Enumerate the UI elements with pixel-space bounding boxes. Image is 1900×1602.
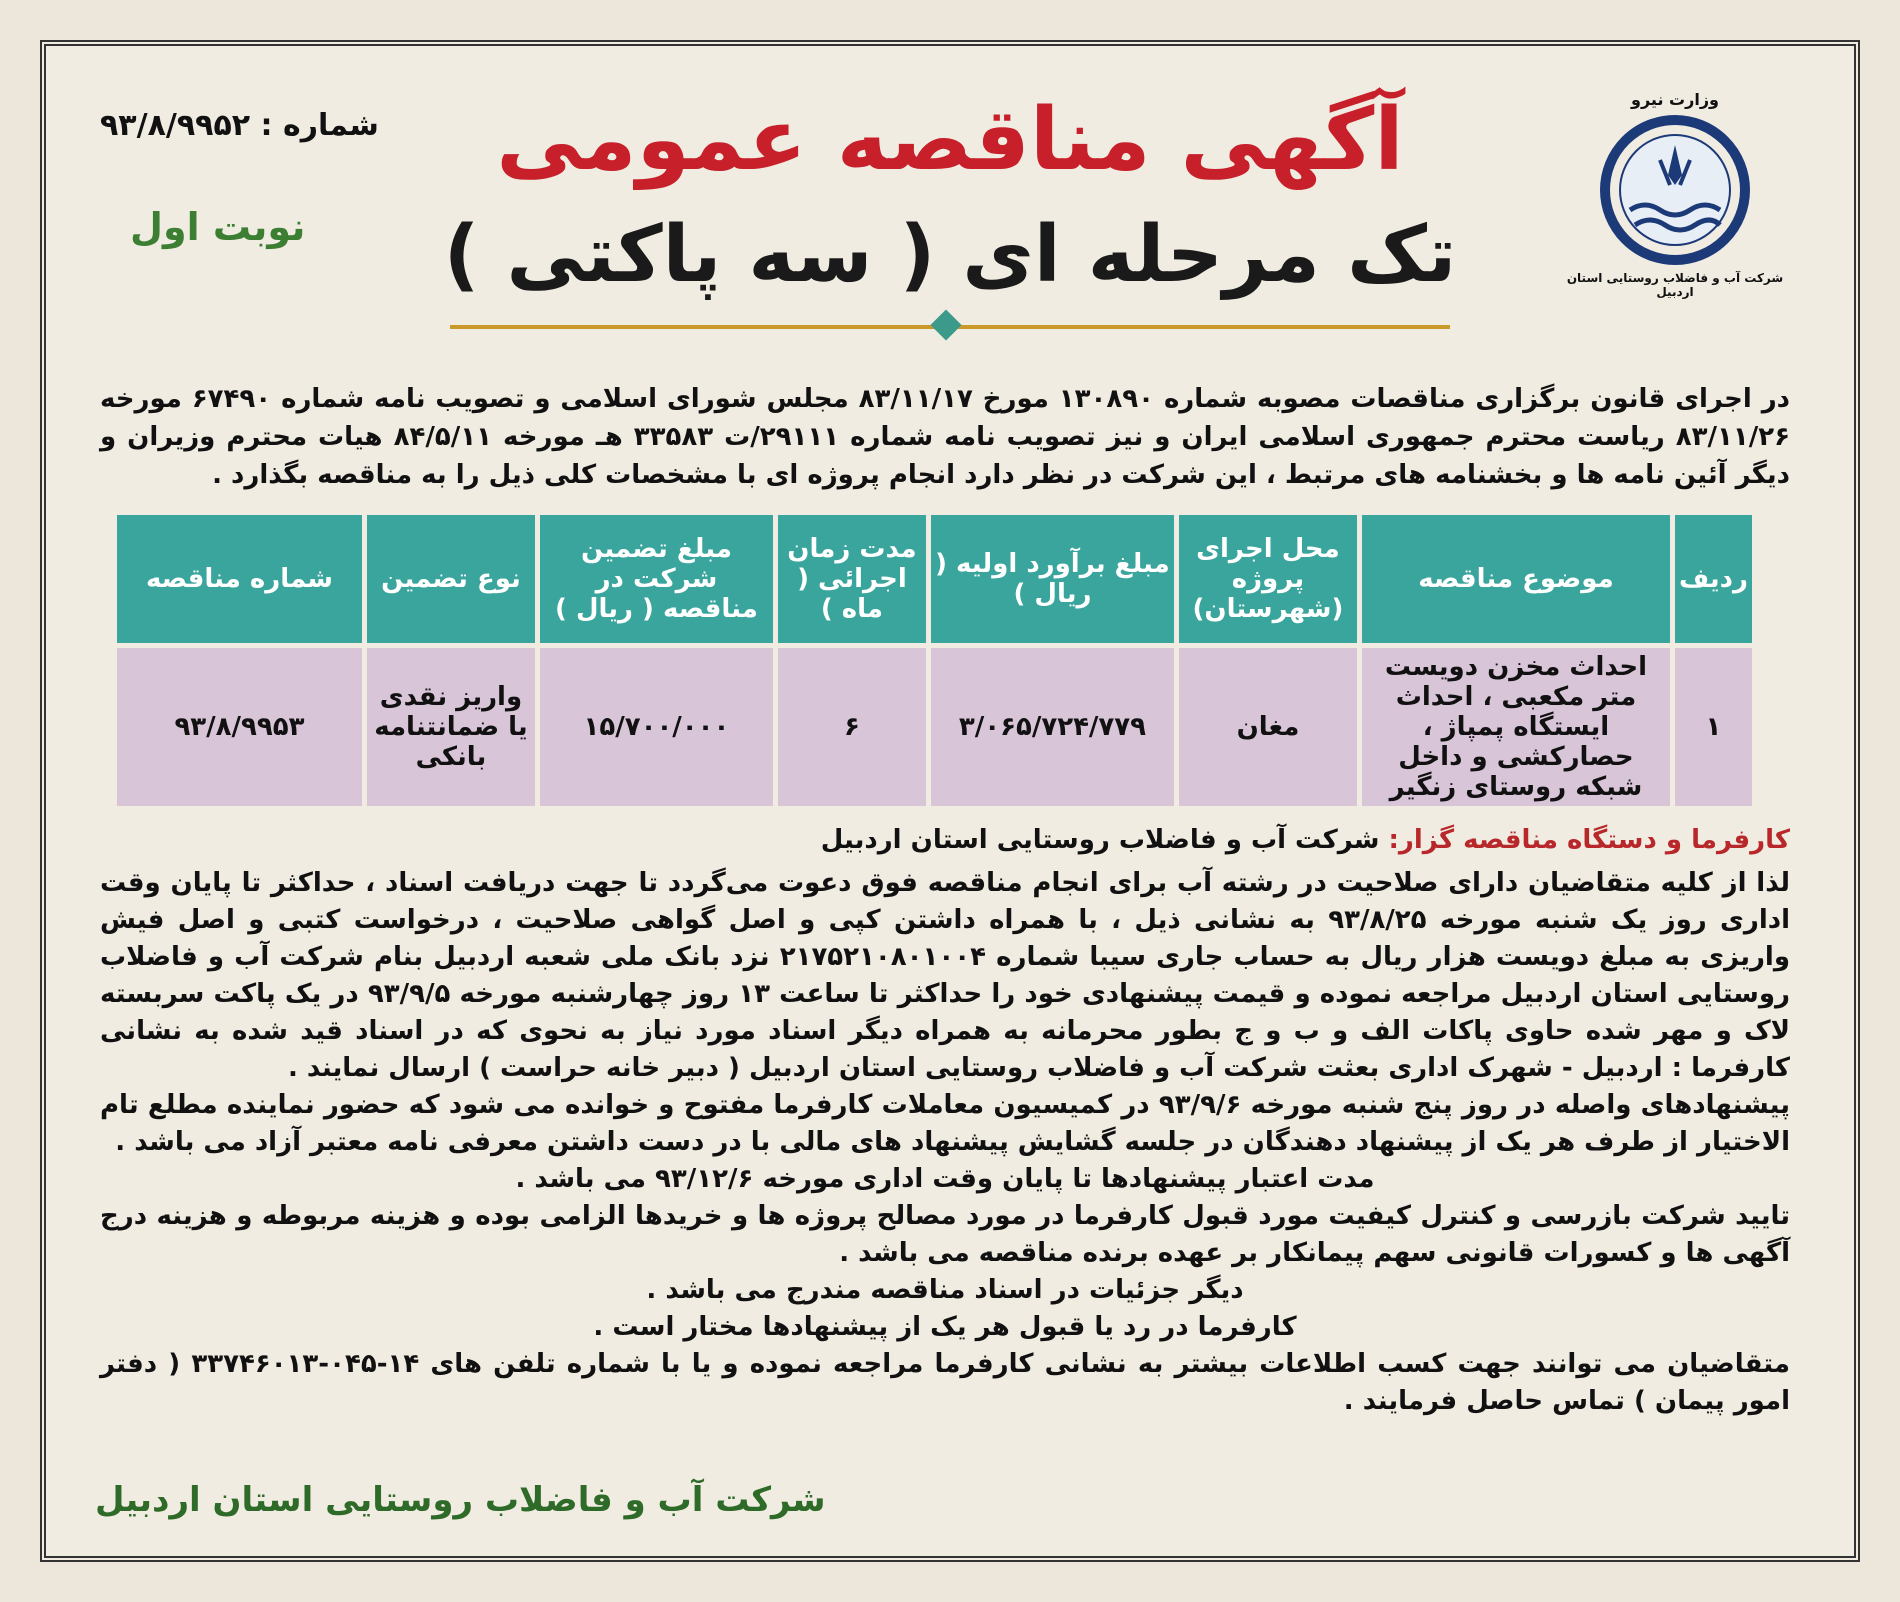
employer-value: شرکت آب و فاضلاب روستایی استان اردبیل xyxy=(820,825,1380,855)
body-paragraph: کارفرما در رد یا قبول هر یک از پیشنهادها مختار است . xyxy=(593,1312,1297,1342)
body-paragraph: دیگر جزئیات در اسناد مناقصه مندرج می باشد . xyxy=(646,1275,1244,1305)
table-cell: احداث مخزن دویست متر مکعبی ، احداث ایستگاه پمپاژ ، حصارکشی و داخل شبکه روستای زنگیر xyxy=(1362,648,1670,806)
footer-signature: شرکت آب و فاضلاب روستایی استان اردبیل xyxy=(95,1480,826,1520)
column-header: مبلغ برآورد اولیه ( ریال ) xyxy=(931,515,1174,643)
table-cell: ۳/۰۶۵/۷۲۴/۷۷۹ xyxy=(931,648,1174,806)
page-title: آگهی مناقصه عمومی xyxy=(496,90,1404,190)
employer-label: کارفرما و دستگاه مناقصه گزار: xyxy=(1388,825,1790,855)
table-cell: واریز نقدی یا ضمانتنامه بانکی xyxy=(367,648,535,806)
column-header: محل اجرای پروژه (شهرستان) xyxy=(1179,515,1357,643)
column-header: موضوع مناقصه xyxy=(1362,515,1670,643)
employer-line xyxy=(821,825,1790,855)
water-company-logo-icon xyxy=(1600,115,1750,265)
round-label: نوبت اول xyxy=(130,205,306,249)
intro-paragraph: در اجرای قانون برگزاری مناقصات مصوبه شماره ۱۳۰۸۹۰ مورخ ۸۳/۱۱/۱۷ مجلس شورای اسلامی و تصویب نامه شماره ۶۷۴۹۰ مورخه ۸۳/۱۱/۲۶ ریاست محترم جمهوری اسلامی ایران و نیز تصویب نامه شماره ۲۹۱۱۱/ت ۳۳۵۸۳ هـ مورخه ۸۴/۵/۱۱ هیات محترم وزیران و دیگر آئین نامه ها و بخشنامه های مرتبط ، این شرکت در نظر دارد انجام پروژه ای با مشخصات کلی ذیل را به مناقصه بگذارد . xyxy=(100,384,1790,490)
table-cell: مغان xyxy=(1179,648,1357,806)
body-paragraph: مدت اعتبار پیشنهادها تا پایان وقت اداری مورخه ۹۳/۱۲/۶ می باشد . xyxy=(515,1164,1375,1194)
body-paragraph: پیشنهادهای واصله در روز پنج شنبه مورخه ۹۳/۹/۶ در کمیسیون معاملات کارفرما مفتوح و خوانده می شود که حضور نماینده مطلع تام الاختیار از طرف هر یک از پیشنهاد دهندگان در جلسه گشایش پیشنهاد های مالی با در دست داشتن معرفی نامه معتبر آزاد می باشد . xyxy=(100,1090,1790,1157)
table-cell: ۱ xyxy=(1675,648,1752,806)
table-header-row xyxy=(117,515,1752,643)
table-cell: ۹۳/۸/۹۹۵۳ xyxy=(117,648,362,806)
column-header: شماره مناقصه xyxy=(117,515,362,643)
body-paragraph: متقاضیان می توانند جهت کسب اطلاعات بیشتر به نشانی کارفرما مراجعه نموده و یا با شماره تلفن های ۱۴-۰۴۵-۳۳۷۴۶۰۱۳ ( دفتر امور پیمان ) تماس حاصل فرمایند . xyxy=(100,1349,1790,1416)
ministry-name: وزارت نیرو xyxy=(1631,90,1719,109)
notice-body xyxy=(100,865,1790,1420)
ministry-logo xyxy=(1560,90,1790,299)
column-header: نوع تضمین xyxy=(367,515,535,643)
body-paragraph: تایید شرکت بازرسی و کنترل کیفیت مورد قبول کارفرما در مورد مصالح پروژه ها و خریدها الزامی بوده و هزینه مربوطه و هزینه درج آگهی ها و کسورات قانونی سهم پیمانکار بر عهده برنده مناقصه می باشد . xyxy=(100,1201,1790,1268)
notice-number: شماره : ۹۳/۸/۹۹۵۲ xyxy=(100,108,379,143)
page-subtitle: تک مرحله ای ( سه پاکتی ) xyxy=(443,210,1457,300)
column-header: مدت زمان اجرائی ( ماه ) xyxy=(778,515,926,643)
column-header: ردیف xyxy=(1675,515,1752,643)
tender-table xyxy=(112,510,1757,811)
column-header: مبلغ تضمین شرکت در مناقصه ( ریال ) xyxy=(540,515,773,643)
table-cell: ۶ xyxy=(778,648,926,806)
org-caption: شرکت آب و فاضلاب روستایی استان اردبیل xyxy=(1566,271,1784,299)
body-paragraph: لذا از کلیه متقاضیان دارای صلاحیت در رشته آب برای انجام مناقصه فوق دعوت می‌گردد تا جهت دریافت اسناد ، حداکثر تا پایان وقت اداری روز یک شنبه مورخه ۹۳/۸/۲۵ به نشانی ذیل ، با همراه داشتن کپی و اصل گواهی صلاحیت ، درخواست کتبی و اصل فیش واریزی به مبلغ دویست هزار ریال به حساب جاری سیبا شماره ۲۱۷۵۲۱۰۸۰۱۰۰۴ نزد بانک ملی شعبه اردبیل بنام شرکت آب و فاضلاب روستایی استان اردبیل مراجعه نموده و قیمت پیشنهادی خود را حداکثر تا ساعت ۱۳ روز چهارشنبه مورخه ۹۳/۹/۵ در یک پاکت سربسته لاک و مهر شده حاوی پاکات الف و ب و ج بطور محرمانه به همراه دیگر اسناد مورد نیاز به نحوی که در اسناد قید شده به نشانی کارفرما : اردبیل - شهرک اداری بعثت شرکت آب و فاضلاب روستایی استان اردبیل ( دبیر خانه حراست ) ارسال نمایند . xyxy=(100,868,1791,1083)
table-row xyxy=(117,648,1752,806)
table-cell: ۱۵/۷۰۰/۰۰۰ xyxy=(540,648,773,806)
